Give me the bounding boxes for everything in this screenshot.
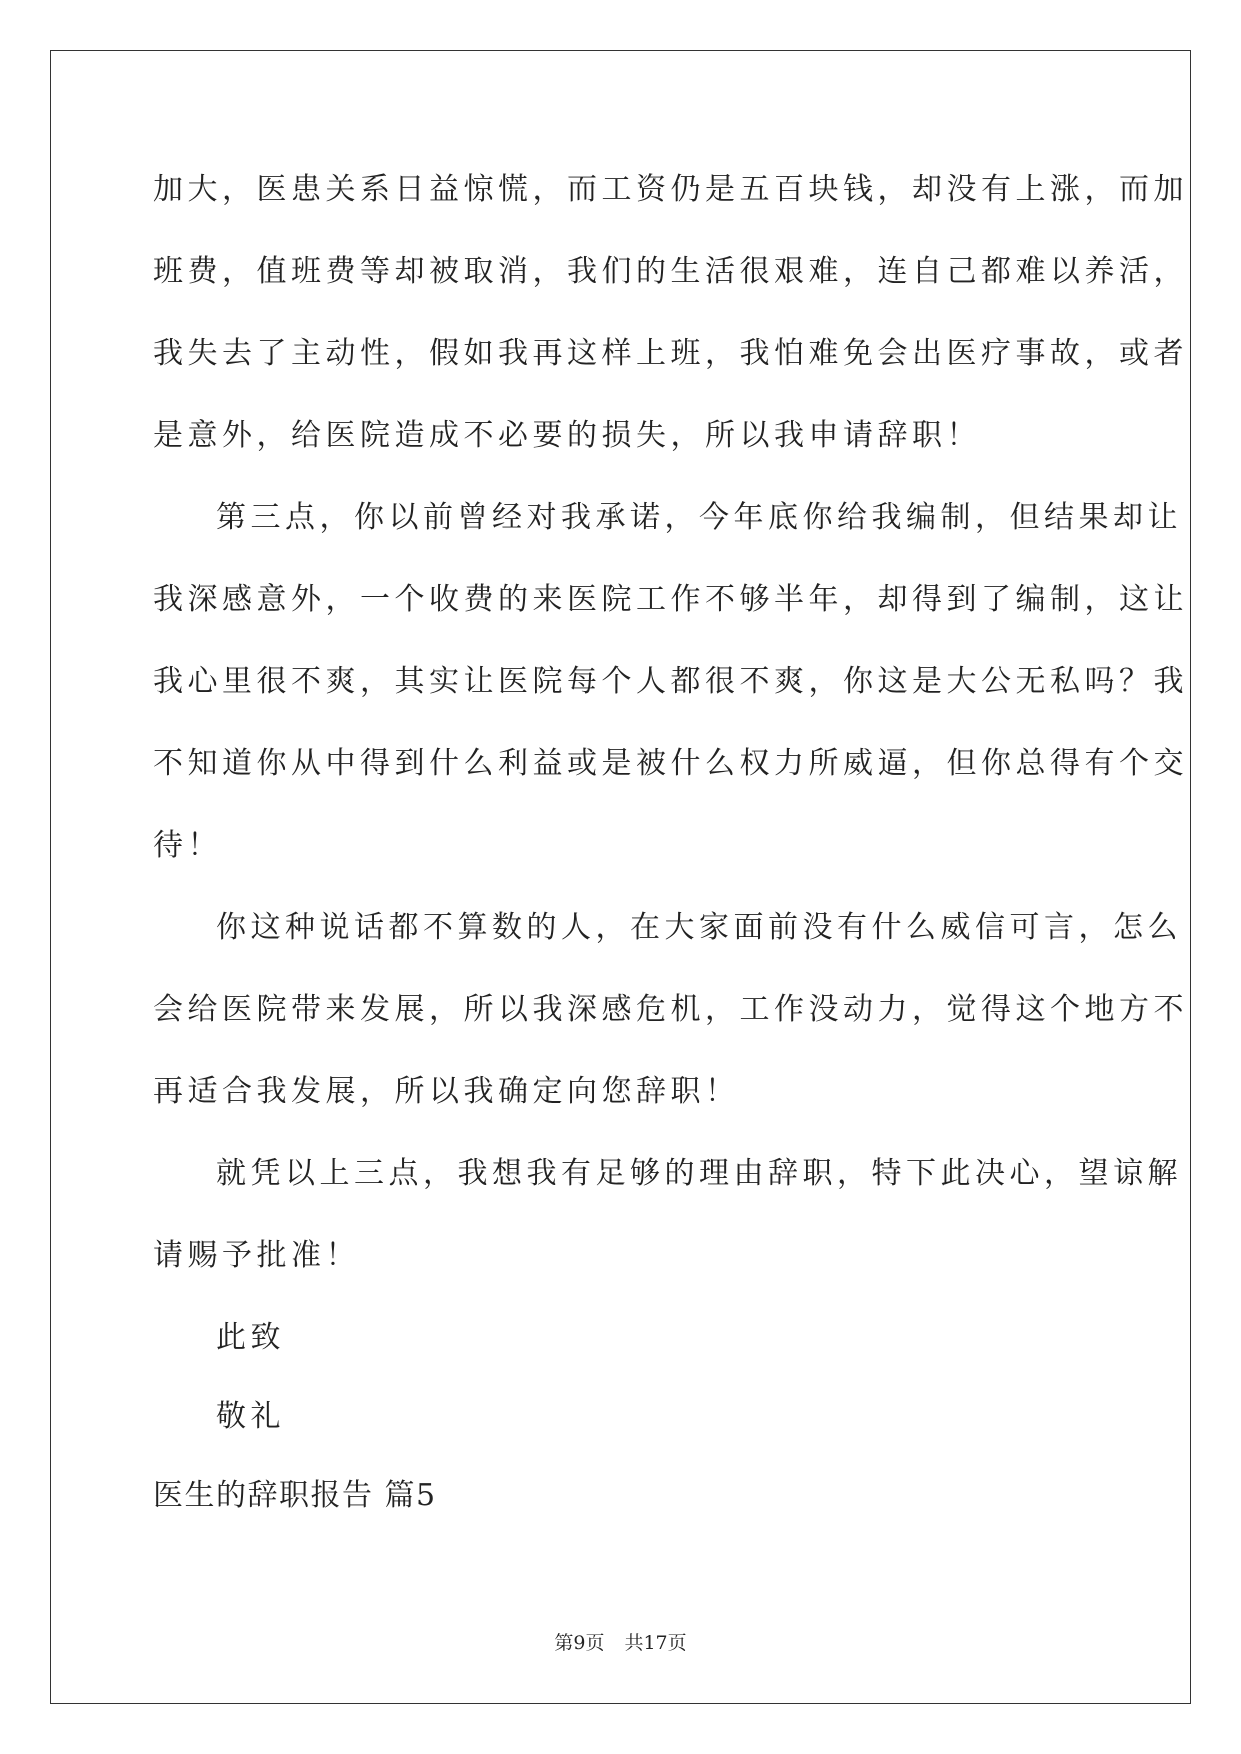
text-line: 会给医院带来发展，所以我深感危机，工作没动力，觉得这个地方不 <box>153 992 1188 1027</box>
paragraph-start-line: 就凭以上三点，我想我有足够的理由辞职，特下此决心，望谅解 <box>216 1156 1182 1191</box>
text-line: 我心里很不爽，其实让医院每个人都很不爽，你这是大公无私吗？我 <box>153 664 1188 699</box>
page-footer <box>0 1628 1241 1655</box>
text-line: 待！ <box>153 828 222 863</box>
text-line: 请赐予批准！ <box>153 1238 360 1273</box>
section-heading: 医生的辞职报告 篇5 <box>153 1478 437 1513</box>
text-line: 不知道你从中得到什么利益或是被什么权力所威逼，但你总得有个交 <box>153 746 1188 781</box>
text-line: 我失去了主动性，假如我再这样上班，我怕难免会出医疗事故，或者 <box>153 336 1188 371</box>
page-total: 共17页 <box>624 1632 687 1654</box>
paragraph-start-line: 第三点，你以前曾经对我承诺，今年底你给我编制，但结果却让 <box>216 500 1182 535</box>
closing-salutation: 此致 <box>216 1320 285 1355</box>
text-line: 加大，医患关系日益惊慌，而工资仍是五百块钱，却没有上涨，而加 <box>153 172 1188 207</box>
closing-regards: 敬礼 <box>216 1399 285 1434</box>
text-line: 我深感意外，一个收费的来医院工作不够半年，却得到了编制，这让 <box>153 582 1188 617</box>
document-body <box>153 160 1188 1548</box>
text-line: 再适合我发展，所以我确定向您辞职！ <box>153 1074 740 1109</box>
text-line: 班费，值班费等却被取消，我们的生活很艰难，连自己都难以养活， <box>153 254 1188 289</box>
paragraph-start-line: 你这种说话都不算数的人，在大家面前没有什么威信可言，怎么 <box>216 910 1182 945</box>
page-number: 第9页 <box>554 1632 605 1654</box>
text-line: 是意外，给医院造成不必要的损失，所以我申请辞职！ <box>153 418 981 453</box>
